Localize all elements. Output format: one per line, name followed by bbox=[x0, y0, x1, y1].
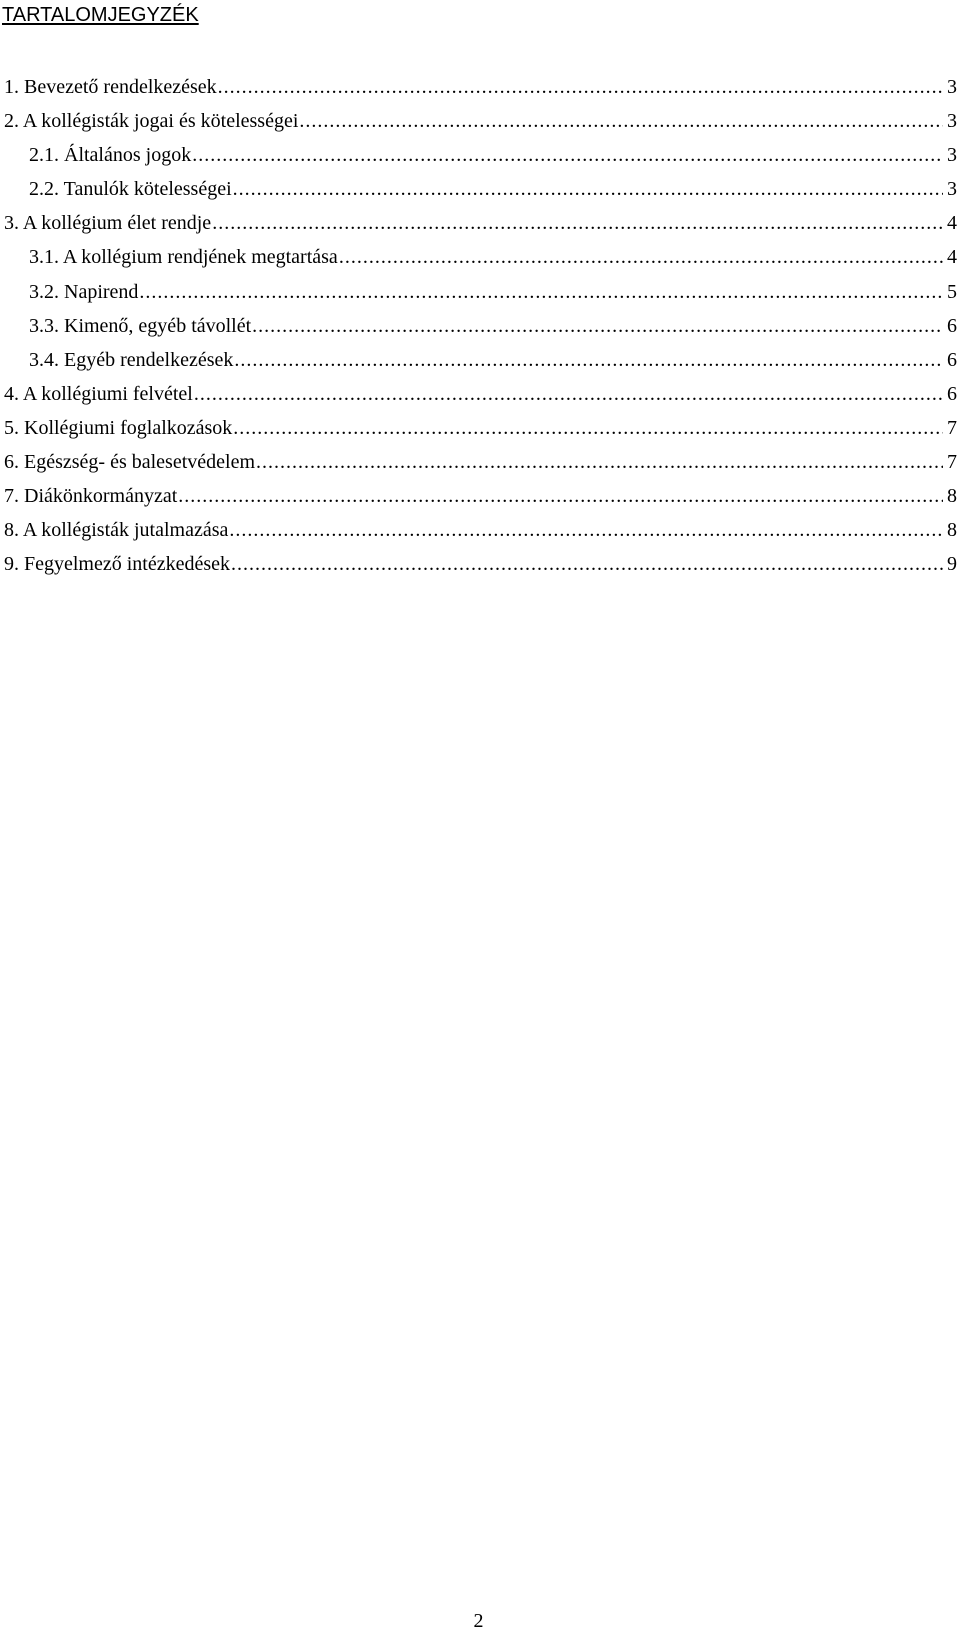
toc-entry-page: 8 bbox=[947, 485, 957, 508]
toc-entry-label: 7. Diákönkormányzat bbox=[4, 485, 178, 508]
toc-entry-page: 3 bbox=[947, 110, 957, 133]
toc-entry-page: 9 bbox=[947, 553, 957, 576]
toc-entry[interactable] bbox=[0, 107, 957, 141]
toc-entry-label: 1. Bevezető rendelkezések bbox=[4, 76, 217, 98]
toc-entry[interactable] bbox=[0, 414, 957, 448]
toc-entry[interactable] bbox=[0, 243, 957, 277]
toc-entry-label: 4. A kollégiumi felvétel bbox=[4, 382, 193, 405]
toc-entry-page: 6 bbox=[947, 348, 957, 371]
toc-entry-label: 2.2. Tanulók kötelességei bbox=[29, 178, 232, 201]
toc-title-link[interactable]: TARTALOMJEGYZÉK bbox=[2, 4, 199, 26]
toc-dot-leader bbox=[139, 278, 943, 306]
toc-dot-leader bbox=[234, 346, 943, 374]
toc-entry[interactable] bbox=[0, 209, 957, 243]
toc-dot-leader bbox=[178, 482, 943, 510]
toc-entry-label: 3.4. Egyéb rendelkezések bbox=[29, 348, 234, 371]
toc-entry-label: 3. A kollégium élet rendje bbox=[4, 212, 212, 235]
toc-dot-leader bbox=[299, 107, 943, 135]
toc-entry-page: 3 bbox=[947, 76, 957, 98]
toc-dot-leader bbox=[212, 209, 943, 237]
toc-dot-leader bbox=[233, 175, 943, 203]
toc-dot-leader bbox=[252, 312, 943, 340]
toc-entry[interactable] bbox=[0, 73, 957, 107]
toc-entry-page: 7 bbox=[947, 416, 957, 439]
toc-dot-leader bbox=[256, 448, 943, 476]
toc-entry-label: 8. A kollégisták jutalmazása bbox=[4, 519, 229, 542]
toc-entry[interactable] bbox=[0, 482, 957, 516]
toc-entry-label: 3.1. A kollégium rendjének megtartása bbox=[29, 246, 338, 269]
toc-entry-label: 5. Kollégiumi foglalkozások bbox=[4, 416, 233, 439]
toc-dot-leader bbox=[218, 73, 943, 101]
toc-entry-page: 3 bbox=[947, 178, 957, 201]
toc-entry[interactable] bbox=[0, 141, 957, 175]
toc-entry-page: 6 bbox=[947, 314, 957, 337]
toc-entry[interactable] bbox=[0, 175, 957, 209]
toc-dot-leader bbox=[229, 516, 943, 544]
toc-entry[interactable] bbox=[0, 448, 957, 482]
toc-entry-page: 8 bbox=[947, 519, 957, 542]
toc-entry-label: 9. Fegyelmező intézkedések bbox=[4, 553, 231, 576]
toc-entry[interactable] bbox=[0, 516, 957, 550]
toc-dot-leader bbox=[194, 380, 943, 408]
toc-entry-page: 4 bbox=[947, 246, 957, 269]
table-of-contents bbox=[0, 73, 957, 584]
toc-entry[interactable] bbox=[0, 346, 957, 380]
toc-entry-label: 2. A kollégisták jogai és kötelességei bbox=[4, 110, 299, 133]
toc-entry[interactable] bbox=[0, 312, 957, 346]
toc-entry-page: 7 bbox=[947, 451, 957, 474]
toc-entry-label: 3.3. Kimenő, egyéb távollét bbox=[29, 314, 252, 337]
toc-entry-label: 2.1. Általános jogok bbox=[29, 144, 192, 167]
page-number: 2 bbox=[473, 1610, 484, 1632]
toc-entry[interactable] bbox=[0, 278, 957, 312]
toc-dot-leader bbox=[192, 141, 943, 169]
toc-entry-page: 6 bbox=[947, 382, 957, 405]
toc-dot-leader bbox=[233, 414, 943, 442]
toc-entry-label: 6. Egészség- és balesetvédelem bbox=[4, 451, 256, 474]
toc-entry[interactable] bbox=[0, 550, 957, 584]
toc-entry-page: 3 bbox=[947, 144, 957, 167]
toc-dot-leader bbox=[339, 243, 943, 271]
toc-entry-page: 5 bbox=[947, 280, 957, 303]
toc-dot-leader bbox=[231, 550, 943, 578]
toc-entry[interactable] bbox=[0, 380, 957, 414]
toc-entry-page: 4 bbox=[947, 212, 957, 235]
toc-entry-label: 3.2. Napirend bbox=[29, 280, 139, 303]
